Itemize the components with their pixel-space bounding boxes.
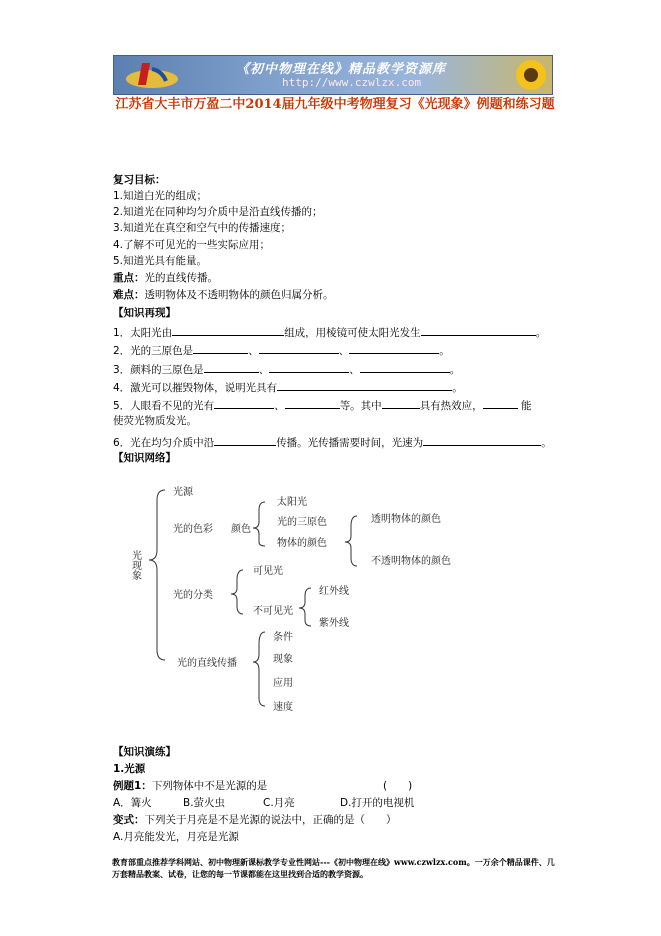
recall-q6	[113, 434, 552, 450]
blank	[421, 324, 536, 336]
variant-option-a: A.月亮能发光，月亮是光源	[113, 831, 239, 843]
blank	[349, 342, 439, 354]
node-primary: 光的三原色	[277, 517, 327, 528]
banner-url[interactable]: http://www.czwlzx.com	[282, 76, 422, 89]
example-label: 例题1：	[113, 780, 152, 792]
invisible-brace	[299, 588, 311, 626]
header-banner	[113, 55, 553, 95]
blank	[259, 342, 339, 354]
logo-icon	[122, 59, 182, 91]
variant-question	[113, 813, 397, 827]
example-text: 下列物体中不是光源的是	[151, 780, 268, 792]
node-color-sub: 颜色	[231, 524, 251, 535]
node-classify: 光的分类	[173, 590, 213, 601]
q5-text: 、	[274, 400, 285, 412]
goal-item: 3.知道光在真空和空气中的传播速度；	[113, 222, 292, 234]
recall-q4	[113, 379, 463, 395]
q4-text: 4．激光可以摧毁物体，说明光具有	[113, 382, 278, 394]
q2-text: 、	[248, 345, 259, 357]
goal-item: 2.知道光在同种均匀介质中是沿直线传播的；	[113, 206, 323, 218]
network-heading: 【知识网络】	[113, 452, 176, 464]
color-brace	[253, 502, 265, 546]
blank	[277, 379, 452, 391]
node-phenomenon: 现象	[273, 654, 293, 665]
q5-text: 5．人眼看不见的光有	[113, 400, 215, 412]
blank	[285, 397, 340, 409]
blank	[214, 397, 274, 409]
node-sunlight: 太阳光	[277, 497, 307, 508]
blank	[204, 361, 259, 373]
difficulty-label: 难点：	[113, 289, 145, 301]
node-source: 光源	[173, 487, 193, 498]
option-c: C.月亮	[263, 797, 295, 809]
example-1	[113, 779, 267, 793]
page-title: 江苏省大丰市万盈二中2014届九年级中考物理复习《光现象》例题和练习题	[115, 97, 555, 112]
node-opaque: 不透明物体的颜色	[371, 556, 451, 567]
recall-q3	[113, 361, 460, 377]
sunflower-icon	[514, 58, 548, 92]
recall-q1	[113, 324, 546, 340]
recall-q2	[113, 342, 450, 358]
goal-item: 5.知道光具有能量。	[113, 255, 208, 267]
footer-note: 教育部重点推荐学科网站、初中物理新课标教学专业性网站---《初中物理在线》www.czwlzx.com。一万余个精品课件、几万套精品教案、试卷，让您的每一节课都能在这里找到合适的教学资源。	[112, 857, 555, 879]
node-straight: 光的直线传播	[177, 658, 237, 669]
node-object-color: 物体的颜色	[277, 538, 327, 549]
key-label: 重点：	[113, 272, 145, 284]
blank	[483, 397, 518, 409]
option-b: B.萤火虫	[183, 797, 226, 809]
blank	[360, 361, 450, 373]
diagram-root: 光现象	[129, 550, 141, 580]
option-a: A．篝火	[113, 797, 152, 809]
q1-text: 1．太阳光由	[113, 327, 173, 339]
option-d: D.打开的电视机	[340, 797, 415, 809]
practice-heading: 【知识演练】	[113, 746, 176, 758]
q3-text: 3．颜料的三原色是	[113, 364, 204, 376]
q6-text: 。	[541, 437, 552, 449]
object-color-brace	[345, 516, 357, 566]
recall-heading: 【知识再现】	[113, 307, 176, 319]
node-visible: 可见光	[253, 566, 283, 577]
node-color: 光的色彩	[173, 524, 213, 535]
blank	[423, 434, 541, 446]
variant-text: 下列关于月亮是不是光源的说法中，正确的是（ ）	[144, 814, 397, 826]
q5-text: 能	[521, 400, 532, 412]
goal-item: 4.了解不可见光的一些实际应用；	[113, 239, 271, 251]
difficulty-text: 透明物体及不透明物体的颜色归属分析。	[144, 289, 334, 301]
q3-text: 、	[349, 364, 360, 376]
q2-text: 2．光的三原色是	[113, 345, 194, 357]
review-heading: 复习目标：	[113, 174, 166, 186]
q2-text: 。	[439, 345, 450, 357]
variant-label: 变式：	[113, 814, 145, 826]
blank	[172, 324, 284, 336]
blank	[382, 397, 420, 409]
node-transparent: 透明物体的颜色	[371, 514, 441, 525]
answer-paren: ( )	[383, 780, 413, 792]
node-application: 应用	[273, 678, 293, 689]
q3-text: 。	[449, 364, 461, 376]
node-condition: 条件	[273, 632, 293, 643]
difficulty-point	[113, 288, 334, 302]
blank	[193, 342, 248, 354]
section-light-source: 1.光源	[113, 763, 146, 775]
blank	[214, 434, 276, 446]
goal-item: 1.知道白光的组成；	[113, 190, 208, 202]
q1-text: 组成，用棱镜可使太阳光发生	[284, 327, 421, 339]
blank	[269, 361, 349, 373]
key-point	[113, 271, 218, 285]
key-text: 光的直线传播。	[144, 272, 218, 284]
node-infrared: 红外线	[319, 586, 349, 597]
knowledge-network-diagram	[113, 470, 493, 720]
q6-text: 6．光在均匀介质中沿	[113, 437, 215, 449]
node-speed: 速度	[273, 702, 293, 713]
classify-brace	[231, 570, 243, 614]
q3-text: 、	[258, 364, 270, 376]
node-ultraviolet: 紫外线	[319, 618, 349, 629]
recall-q5	[113, 397, 532, 413]
q2-text: 、	[338, 345, 350, 357]
banner-title: 《初中物理在线》精品教学资源库	[236, 62, 447, 77]
q5-text: 等。其中	[339, 400, 382, 412]
q1-text: 。	[535, 327, 547, 339]
node-invisible: 不可见光	[253, 606, 293, 617]
q5-text: 具有热效应，	[419, 400, 483, 412]
recall-q5-cont: 使荧光物质发光。	[113, 415, 197, 427]
q4-text: 。	[452, 382, 463, 394]
main-brace	[149, 490, 165, 660]
straight-brace	[253, 632, 265, 706]
q6-text: 传播。光传播需要时间，光速为	[276, 437, 424, 449]
